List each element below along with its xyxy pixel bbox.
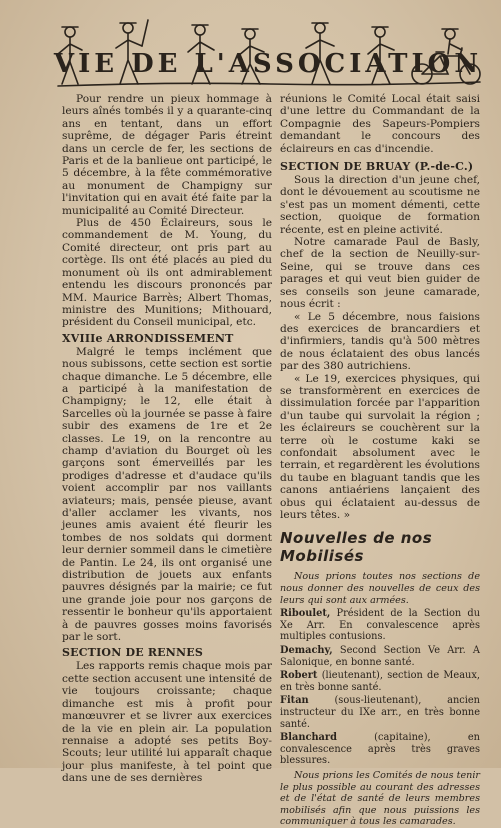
mobilises-heading: Nouvelles de nos Mobilisés [280, 529, 433, 566]
mobilise-name: Robert [280, 670, 318, 682]
section-bruay-heading: SECTION DE BRUAY (P.-de-C.) [280, 160, 474, 174]
mobilise-name: Riboulet, [280, 608, 331, 620]
mobilises-outro: Nous prions les Comités de nous tenir le plus possible au courant des adresses et de l'état de santé de leurs membres mobilisés afin que nous puissions les communiquer à tous les camarades. [280, 769, 480, 828]
mobilise-details: (sous-lieutenant), ancien instructeur du IXe arr., en très bonne santé. [280, 695, 480, 730]
bruay-paragraph-4: « Le 19, exercices physiques, qui se transformèrent en exercices de dissimulation forcée par l'apparition d'un taube qui survolait la région ; les éclaireurs se couchèrent sur la terre où le costume kaki se confondait absolument avec le terrain, et regardèrent les évolutions du taube en blaguant tandis que les canons antiaériens lançaient des obus qui éclataient au-dessus de leurs têtes. » [280, 372, 480, 521]
mobilise-name: Blanchard [280, 732, 337, 744]
mobilise-details: Second Section Ve Arr. A Salonique, en bonne santé. [280, 644, 480, 668]
header-lettering: VIE DE L'ASSOCIATION [53, 49, 483, 79]
right-column [280, 93, 480, 828]
mobilise-name: Fitan [280, 695, 309, 707]
bruay-paragraph-2: Notre camarade Paul de Basly, chef de la section de Neuilly-sur-Seine, qui se trouve dans ces parages et qui veut bien guider de ses conseils son jeune camarade, nous écrit : [280, 236, 480, 311]
mobilise-details: (capitaine), en convalescence après très graves blessures. [280, 732, 480, 767]
section-xviii-text: Malgré le temps inclément que nous subissons, cette section est sortie chaque dimanche. Le 5 décembre, elle a participé à la manifestation de Champigny; le 12, elle était à Sarcelles où la journée se passe à faire subir des examens de 1re et 2e classes. Le 19, on la rencontre au champ d'aviation du Bourget où les garçons sont émerveillés par les prodiges d'adresse et d'audace qu'ils voient accomplir par nos vaillants aviateurs; mais, pensée pieuse, avant d'aller acclamer les vivants, nos jeunes amis avaient été fleurir les tombes de nos soldats qui dorment leur dernier sommeil dans le cimetière de Pantin. Le 24, ils ont organisé une distribution de jouets aux enfants pauvres désignés par la mairie; ce fut une grande joie pour nos garçons de ressentir le bonheur qu'ils apportaient à de pauvres gosses moins favorisés par le sort. [62, 345, 272, 644]
bruay-paragraph-3: « Le 5 décembre, nous faisions des exercices de brancardiers et d'infirmiers, tandis qu'à 500 mètres de nous éclataient des obus lancés par des 380 autrichiens. [280, 310, 480, 373]
left-column [62, 93, 272, 785]
section-rennes-text: Les rapports remis chaque mois par cette section accusent une intensité de vie toujours croissante; chaque dimanche est mis à profit pour manœuvrer et se livrer aux exercices de la vie en plein air. La population rennaise a adopté ses petits Boy-Scouts; leur utilité lui apparaît chaque jour plus manifeste, à tel point que dans une de ses dernières [62, 660, 272, 785]
scouts-illustration [50, 12, 486, 94]
bruay-paragraph-1: Sous la direction d'un jeune chef, dont le dévouement au scoutisme ne s'est pas un moment démenti, cette section, quoique de formation récente, est en pleine activité. [280, 174, 480, 236]
mobilise-entry [280, 608, 480, 643]
mobilise-entry [280, 670, 480, 693]
champigny-paragraph: Pour rendre un pieux hommage à leurs aînés tombés il y a quarante-cinq ans en tentant, dans un effort suprême, de dégager Paris étreint dans un cercle de fer, les sections de Paris et de la banlieue ont participé, le 5 décembre, à la fête commémorative au monument de Champigny sur l'invitation qui en avait été faite par la municipalité au Comité Directeur. [62, 93, 272, 217]
eclaireurs-paragraph: Plus de 450 Éclaireurs, sous le commandement de M. Young, du Comité directeur, ont pris part au cortège. Ils ont été placés au pied du monument où ils ont admirablement entendu les discours prononcés par MM. Maurice Barrès; Albert Thomas, ministre des Munitions; Mithouard, président du Conseil municipal, etc. [62, 217, 272, 329]
mobilise-entry [280, 645, 480, 668]
mobilise-entry [280, 732, 480, 767]
rennes-continuation: réunions le Comité Local était saisi d'une lettre du Commandant de la Compagnie des Sapeurs-Pompiers demandant le concours des éclaireurs en cas d'incendie. [280, 93, 480, 155]
mobilise-entry [280, 695, 480, 730]
mobilise-name: Demachy, [280, 644, 333, 656]
section-xviii-heading: XVIIIe ARRONDISSEMENT [62, 331, 234, 345]
section-rennes-heading: SECTION DE RENNES [62, 646, 203, 660]
mobilises-intro: Nous prions toutes nos sections de nous donner des nouvelles de ceux des leurs qui sont aux armées. [280, 571, 480, 606]
mobilise-details: (lieutenant), section de Meaux, en très bonne santé. [280, 670, 480, 693]
header-banner [50, 12, 486, 94]
mobilise-details: Président de la Section du Xe Arr. En convalescence après multiples contusions. [280, 608, 480, 643]
